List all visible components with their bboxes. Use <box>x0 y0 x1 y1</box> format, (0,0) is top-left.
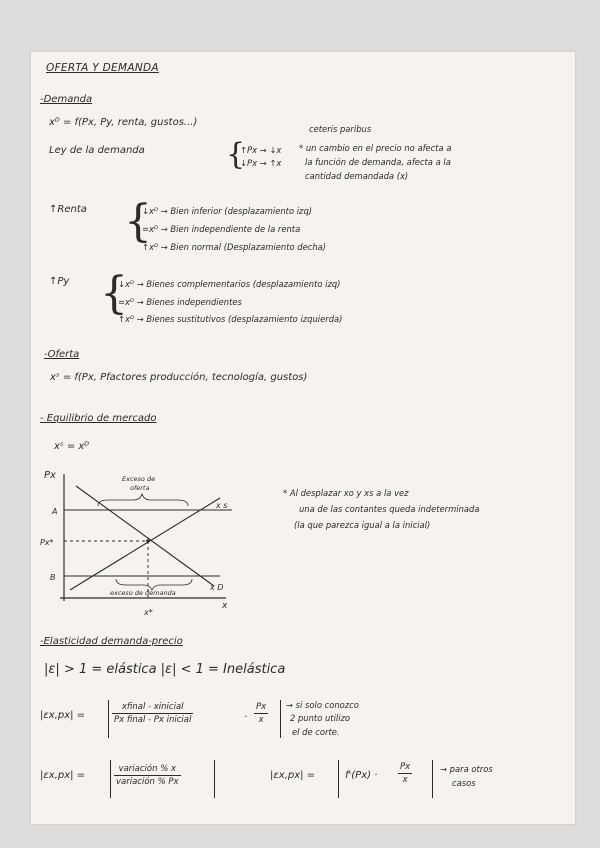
formula2-lhs: |εx,px| = <box>40 770 86 781</box>
formula1-px-fraction <box>254 702 268 725</box>
label-px-star: Px* <box>40 538 54 547</box>
renta-row: ↑xᴰ → Bien normal (Desplazamiento decha) <box>142 242 327 252</box>
py-row: =xᴰ → Bienes independientes <box>118 297 242 307</box>
renta-label: ↑Renta <box>49 204 87 215</box>
ceteris-paribus: ceteris paribus <box>309 124 372 134</box>
formula3-note-line: → para otros <box>440 764 493 774</box>
formula1-lhs: |εx,px| = <box>40 710 86 721</box>
renta-brace: { <box>124 196 152 247</box>
py-label: ↑Py <box>49 276 70 287</box>
formula1-note-line: el de corte. <box>292 727 340 737</box>
exceso-oferta-label: Exceso de <box>122 475 156 483</box>
abs-bar <box>214 760 215 798</box>
abs-bar <box>108 700 109 738</box>
formula3-fraction <box>398 762 412 785</box>
abs-bar <box>432 760 433 798</box>
label-B: B <box>50 573 56 582</box>
exceso-demanda-label: exceso de demanda <box>110 589 176 597</box>
formula2-fraction <box>114 764 181 787</box>
elasticidad-heading: -Elasticidad demanda-precio <box>40 636 183 647</box>
oferta-heading: -Oferta <box>44 349 80 360</box>
exceso-oferta-label: oferta <box>130 484 150 492</box>
formula1-note-line: → si solo conozco <box>286 700 359 710</box>
equilibrium-point <box>146 539 150 543</box>
abs-bar <box>110 760 111 798</box>
label-xd: x D <box>210 583 224 592</box>
formula1-mult: · <box>244 712 248 723</box>
ley-demanda-label: Ley de la demanda <box>49 145 145 156</box>
equilibrio-note-line: una de las contantes queda indeterminada <box>299 504 480 514</box>
py-row: ↑xᴰ → Bienes sustitutivos (desplazamiento izquierda) <box>118 314 343 324</box>
formula1-x: x <box>258 715 264 725</box>
demanda-formula: xᴰ = f(Px, Py, renta, gustos...) <box>49 117 198 128</box>
formula3-den: x <box>402 775 408 785</box>
label-xs: x s <box>216 501 228 510</box>
ley-note-line: la función de demanda, afecta a la <box>305 157 451 167</box>
renta-row: ↓xᴰ → Bien inferior (desplazamiento izq) <box>142 206 313 216</box>
formula2-den: variación % Px <box>116 777 179 787</box>
page-title: OFERTA Y DEMANDA <box>46 62 159 74</box>
ley-note-line: cantidad demandada (x) <box>305 171 409 181</box>
abs-bar <box>280 700 281 738</box>
ley-brace: { <box>226 137 246 172</box>
renta-row: =xᴰ → Bien independiente de la renta <box>142 224 301 234</box>
formula3-lhs: |εx,px| = <box>270 770 316 781</box>
formula1-den: Px final - Px inicial <box>114 715 192 725</box>
label-x-star: x* <box>144 608 153 616</box>
exceso-oferta-brace <box>98 494 188 506</box>
equilibrio-heading: - Equilibrio de mercado <box>40 413 157 424</box>
py-brace: { <box>100 268 128 319</box>
ley-note-line: * un cambio en el precio no afecta a <box>299 143 452 153</box>
formula3-note-line: casos <box>452 778 476 788</box>
equilibrio-note-line: * Al desplazar xo y xs a la vez <box>283 488 409 498</box>
formula2-num: variación % x <box>114 764 181 776</box>
elasticidad-rule: |ε| > 1 = elástica |ε| < 1 = Inelástica <box>44 662 286 677</box>
py-row: ↓xᴰ → Bienes complementarios (desplazamiento izq) <box>118 279 341 289</box>
formula3-num: Px <box>400 762 411 772</box>
equilibrio-note-line: (la que parezca igual a la inicial) <box>294 520 431 530</box>
abs-bar <box>338 760 339 798</box>
demanda-heading: -Demanda <box>40 94 93 105</box>
x-axis-label: x <box>222 601 228 611</box>
ley-row: ↑Px → ↓x <box>240 145 282 155</box>
ley-row: ↓Px → ↑x <box>240 158 282 168</box>
formula3-mid: f'(Px) · <box>345 770 378 781</box>
formula1-px: Px <box>256 702 267 712</box>
formula1-fraction <box>112 702 193 725</box>
equilibrio-formula: xˢ = xᴰ <box>54 441 90 452</box>
formula1-note-line: 2 punto utilizo <box>290 713 351 723</box>
demand-curve <box>76 486 214 586</box>
formula1-num: xfinal - xinicial <box>112 702 193 714</box>
label-A: A <box>52 507 58 516</box>
y-axis-label: Px <box>44 470 56 481</box>
oferta-formula: xˢ = f(Px, Pfactores producción, tecnología, gustos) <box>50 372 308 383</box>
equilibrium-graph <box>36 466 242 616</box>
